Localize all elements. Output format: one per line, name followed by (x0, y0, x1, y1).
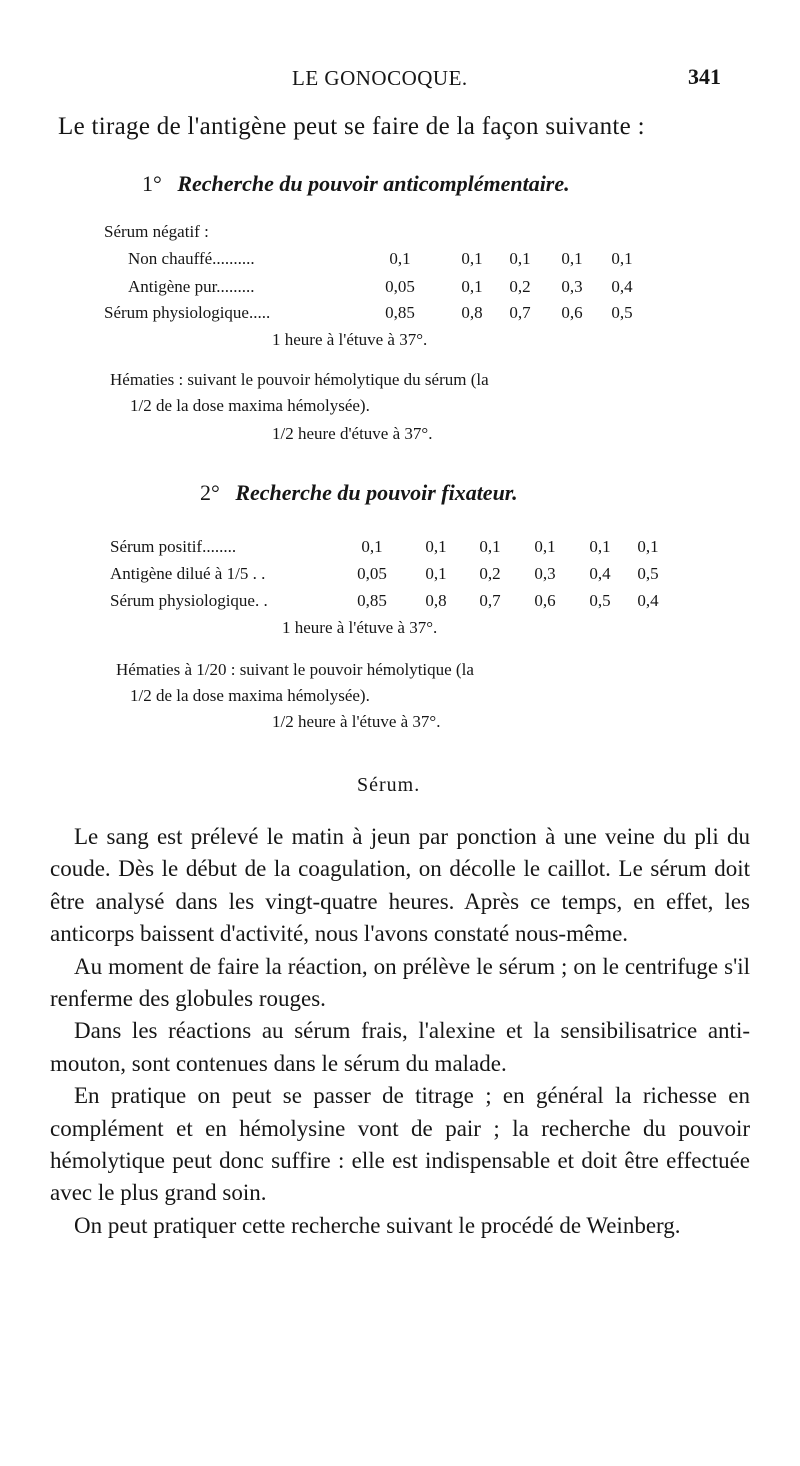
table-cell: 0,8 (461, 303, 483, 322)
hematies-line-1: Hématies : suivant le pouvoir hémolytique du sérum (la (110, 370, 489, 389)
table-cell: 0,7 (509, 303, 531, 322)
table-cell: 0,1 (461, 277, 483, 296)
table-cell: 0,2 (509, 277, 531, 296)
table-cell: 0,5 (611, 303, 633, 322)
hematies-line-3: Hématies à 1/20 : suivant le pouvoir hémolytique (la (116, 660, 474, 679)
row-label: Sérum physiologique. . (110, 591, 268, 610)
section-2-heading (200, 480, 518, 506)
hematies-line-2: 1/2 de la dose maxima hémolysée). (130, 396, 370, 415)
table-cell: 0,1 (425, 537, 447, 556)
table-cell: 0,05 (357, 564, 387, 583)
table-cell: 0,85 (385, 303, 415, 322)
table-cell: 0,3 (534, 564, 556, 583)
paragraph: En pratique on peut se passer de titrage ; en général la richesse en complément et en hémolysine vont de pair ; la recherche du pouvoir hémolytique peut donc suffire : elle est indispensable et doit être effectuée avec le plus grand soin. (50, 1083, 750, 1206)
paragraph: Le sang est prélevé le matin à jeun par ponction à une veine du pli du coude. Dès le début de la coagulation, on décolle le caillot. Le sérum doit être analysé dans les vingt-quatre heures. Après ce temps, en effet, les anticorps baissent d'activité, nous l'avons constaté nous-même. (50, 824, 750, 947)
hematies-line-4: 1/2 de la dose maxima hémolysée). (130, 686, 370, 705)
running-header: LE GONOCOQUE. (292, 66, 468, 90)
table-cell: 0,4 (637, 591, 659, 610)
table-cell: 0,1 (611, 249, 633, 268)
section-1-number: 1° (142, 171, 162, 196)
incubation-4: 1/2 heure à l'étuve à 37°. (272, 712, 441, 731)
paragraph: On peut pratiquer cette recherche suivant le procédé de Weinberg. (74, 1212, 681, 1238)
intro-sentence: Le tirage de l'antigène peut se faire de la façon suivante : (58, 113, 645, 140)
table-cell: 0,7 (479, 591, 501, 610)
section-1-title: Recherche du pouvoir anticomplémentaire. (177, 171, 570, 196)
table-cell: 0,6 (534, 591, 556, 610)
section-2-title: Recherche du pouvoir fixateur. (235, 480, 518, 505)
table-cell: 0,5 (637, 564, 659, 583)
table-cell: 0,1 (425, 564, 447, 583)
table-cell: 0,1 (589, 537, 611, 556)
table-cell: 0,2 (479, 564, 501, 583)
incubation-1: 1 heure à l'étuve à 37°. (272, 330, 428, 349)
body-text (50, 821, 750, 1242)
row-label: Non chauffé.......... (128, 249, 255, 268)
table-cell: 0,4 (611, 277, 633, 296)
serum-heading: Sérum. (357, 774, 421, 796)
paragraph: Au moment de faire la réaction, on prélève le sérum ; on le centrifuge s'il renferme des globules rouges. (50, 953, 750, 1012)
incubation-3: 1 heure à l'étuve à 37°. (282, 618, 438, 637)
page-number: 341 (688, 64, 721, 89)
paragraph: Dans les réactions au sérum frais, l'alexine et la sensibilisatrice anti-mouton, sont contenues dans le sérum du malade. (50, 1018, 750, 1076)
table-cell: 0,85 (357, 591, 387, 610)
table-cell: 0,1 (637, 537, 659, 556)
table-cell: 0,8 (425, 591, 447, 610)
table-cell: 0,1 (361, 537, 383, 556)
table-cell: 0,05 (385, 277, 415, 296)
table-cell: 0,1 (534, 537, 556, 556)
section-2-number: 2° (200, 480, 220, 505)
row-label: Antigène pur......... (128, 277, 255, 296)
section-1-heading (142, 171, 570, 197)
row-label: Sérum positif........ (110, 537, 237, 556)
row-label: Sérum physiologique..... (104, 303, 271, 322)
table-cell: 0,6 (561, 303, 583, 322)
table-cell: 0,5 (589, 591, 611, 610)
table-cell: 0,4 (589, 564, 611, 583)
serum-negatif-label: Sérum négatif : (104, 222, 209, 241)
table-cell: 0,1 (461, 249, 483, 268)
incubation-2: 1/2 heure d'étuve à 37°. (272, 424, 433, 443)
table-cell: 0,1 (389, 249, 411, 268)
table-cell: 0,3 (561, 277, 583, 296)
table-cell: 0,1 (561, 249, 583, 268)
table-cell: 0,1 (509, 249, 531, 268)
table-cell: 0,1 (479, 537, 501, 556)
row-label: Antigène dilué à 1/5 . . (110, 564, 266, 583)
